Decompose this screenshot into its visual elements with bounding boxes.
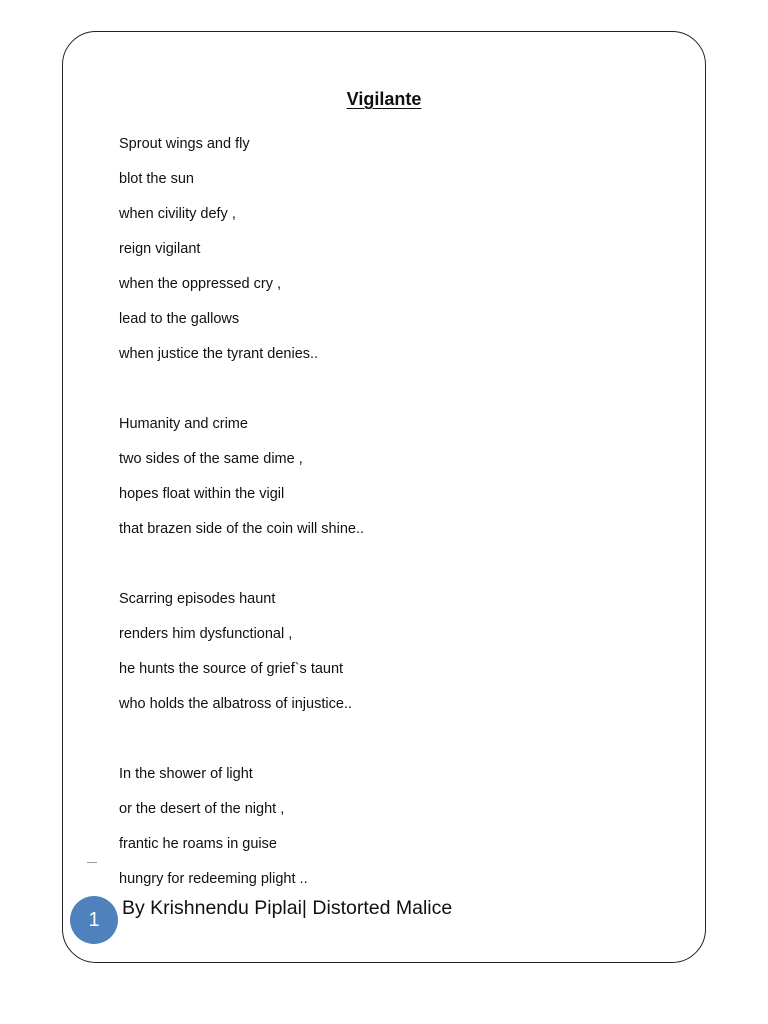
stanza [119,407,679,547]
stanza [119,757,679,897]
poem-line: reign vigilant [119,241,201,257]
poem-line: who holds the albatross of injustice.. [119,696,352,712]
poem-title: Vigilante [346,89,422,109]
poem-line: lead to the gallows [119,311,240,327]
poem-line: that brazen side of the coin will shine.. [119,521,365,537]
poem-line: renders him dysfunctional , [119,626,293,642]
margin-dash [87,862,97,863]
poem-line: Sprout wings and fly [119,136,250,152]
poem-line: or the desert of the night , [119,801,285,817]
author-byline: By Krishnendu Piplai| Distorted Malice [122,897,453,919]
stanza [119,582,679,722]
poem-line: In the shower of light [119,766,253,782]
poem-line: hopes float within the vigil [119,486,285,502]
poem-line: two sides of the same dime , [119,451,303,467]
poem-line: when civility defy , [119,206,236,222]
poem-body [119,127,679,932]
poem-line: when justice the tyrant denies.. [119,346,319,362]
poem-line: when the oppressed cry , [119,276,282,292]
poem-line: hungry for redeeming plight .. [119,871,308,887]
stanza [119,127,679,372]
poem-line: Scarring episodes haunt [119,591,276,607]
poem-line: blot the sun [119,171,194,187]
page-number-badge: 1 [70,896,118,944]
poem-line: frantic he roams in guise [119,836,277,852]
poem-line: Humanity and crime [119,416,248,432]
poem-line: he hunts the source of grief`s taunt [119,661,344,677]
